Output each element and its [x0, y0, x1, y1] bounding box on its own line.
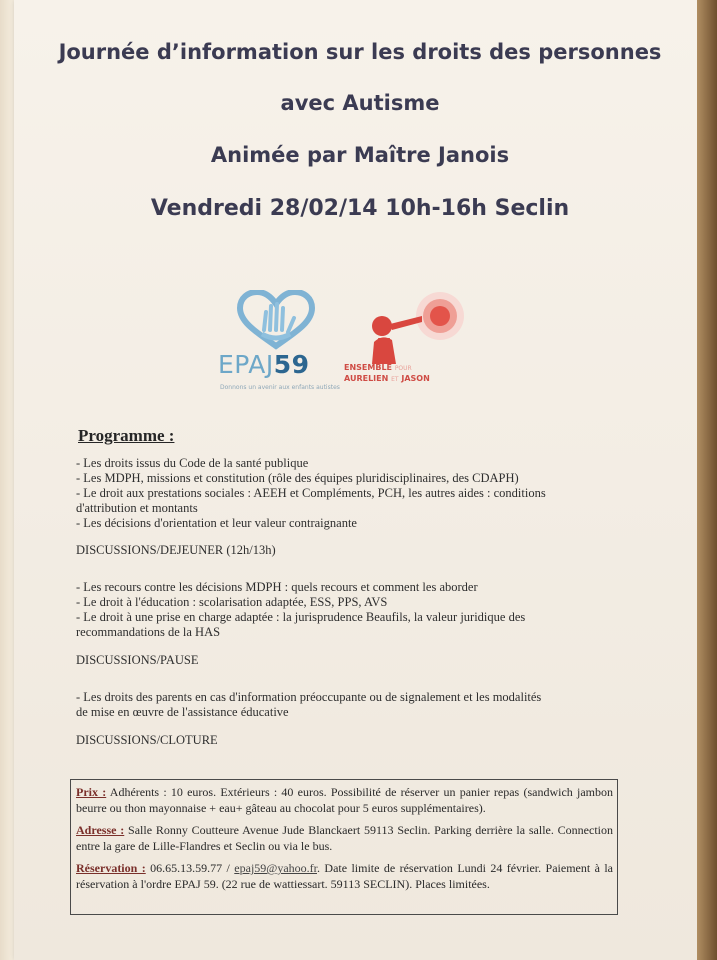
title-line-2: avec Autisme	[280, 91, 440, 116]
programme-body	[76, 456, 636, 748]
ensemble-pour-aurelien-et-jason-logo	[340, 290, 490, 400]
programme-item: - Le droit à une prise en charge adaptée : la jurisprudence Beaufils, la valeur juridique des	[76, 610, 526, 624]
prix-label: Prix :	[76, 785, 107, 799]
adresse-label: Adresse :	[76, 823, 125, 837]
title-line-3: Animée par Maître Janois	[210, 143, 510, 168]
programme-item: d'attribution et montants	[76, 501, 198, 515]
ensemble-line-1: ENSEMBLE POUR	[344, 363, 412, 372]
programme-item: - Les décisions d'orientation et leur valeur contraignante	[76, 516, 357, 530]
programme-item: recommandations de la HAS	[76, 625, 221, 639]
adresse-text: Salle Ronny Coutteure Avenue Jude Blanckaert 59113 Seclin. Parking derrière la salle. Connection entre la gare de Lille-Flandres et Seclin ou via le bus.	[76, 823, 613, 853]
ensemble-line-2: AURELIEN ET JASON	[344, 374, 430, 383]
reservation-phone: 06.65.13.59.77 /	[145, 861, 235, 875]
reservation-label: Réservation :	[76, 861, 146, 875]
reservation-email: epaj59@yahoo.fr	[234, 861, 317, 875]
programme-item: de mise en œuvre de l'assistance éducative	[76, 705, 289, 719]
section-heading-cloture: DISCUSSIONS/CLOTURE	[76, 733, 218, 747]
programme-item: - Les recours contre les décisions MDPH : quels recours et comment les aborder	[76, 580, 478, 594]
heart-hand-icon	[236, 290, 316, 350]
programme-item: - Le droit à l'éducation : scolarisation adaptée, ESS, PPS, AVS	[76, 595, 388, 609]
programme-heading: Programme :	[78, 426, 175, 445]
title-line-4: Vendredi 28/02/14 10h-16h Seclin	[150, 195, 570, 221]
section-heading-dejeuner: DISCUSSIONS/DEJEUNER (12h/13h)	[76, 543, 276, 557]
epaj59-logo	[218, 290, 338, 400]
child-blowing-bubble-icon	[370, 290, 480, 364]
table-edge	[697, 0, 717, 960]
programme-item: - Les MDPH, missions et constitution (rôle des équipes pluridisciplinaires, des CDAPH)	[76, 471, 519, 485]
reservation-text: . Date limite de réservation Lundi 24 février. Paiement à la réservation à l'ordre EPAJ 59. (22 rue de wattiessart. 59113 SECLIN). Places limitées.	[76, 861, 613, 891]
practical-info-box	[70, 779, 618, 915]
epaj59-wordmark: EPAJ59	[218, 350, 310, 379]
title-line-1: Journée d’information sur les droits des personnes	[58, 40, 662, 64]
prix-text: Adhérents : 10 euros. Extérieurs : 40 euros. Possibilité de réserver un panier repas (sandwich jambon beurre ou thon mayonnaise + eau+ gâteau au chocolat pour 5 euros supplémentaires).	[76, 785, 613, 815]
section-heading-pause: DISCUSSIONS/PAUSE	[76, 653, 199, 667]
epaj59-tagline: Donnons un avenir aux enfants autistes	[220, 384, 340, 391]
reservation-paragraph	[76, 860, 613, 892]
flyer-title-block	[40, 40, 680, 222]
adresse-paragraph	[76, 822, 613, 854]
programme-item: - Les droits issus du Code de la santé publique	[76, 456, 309, 470]
programme-item: - Le droit aux prestations sociales : AEEH et Compléments, PCH, les autres aides : conditions	[76, 486, 546, 500]
prix-paragraph	[76, 784, 613, 816]
programme-item: - Les droits des parents en cas d'information préoccupante ou de signalement et les modalités	[76, 690, 542, 704]
